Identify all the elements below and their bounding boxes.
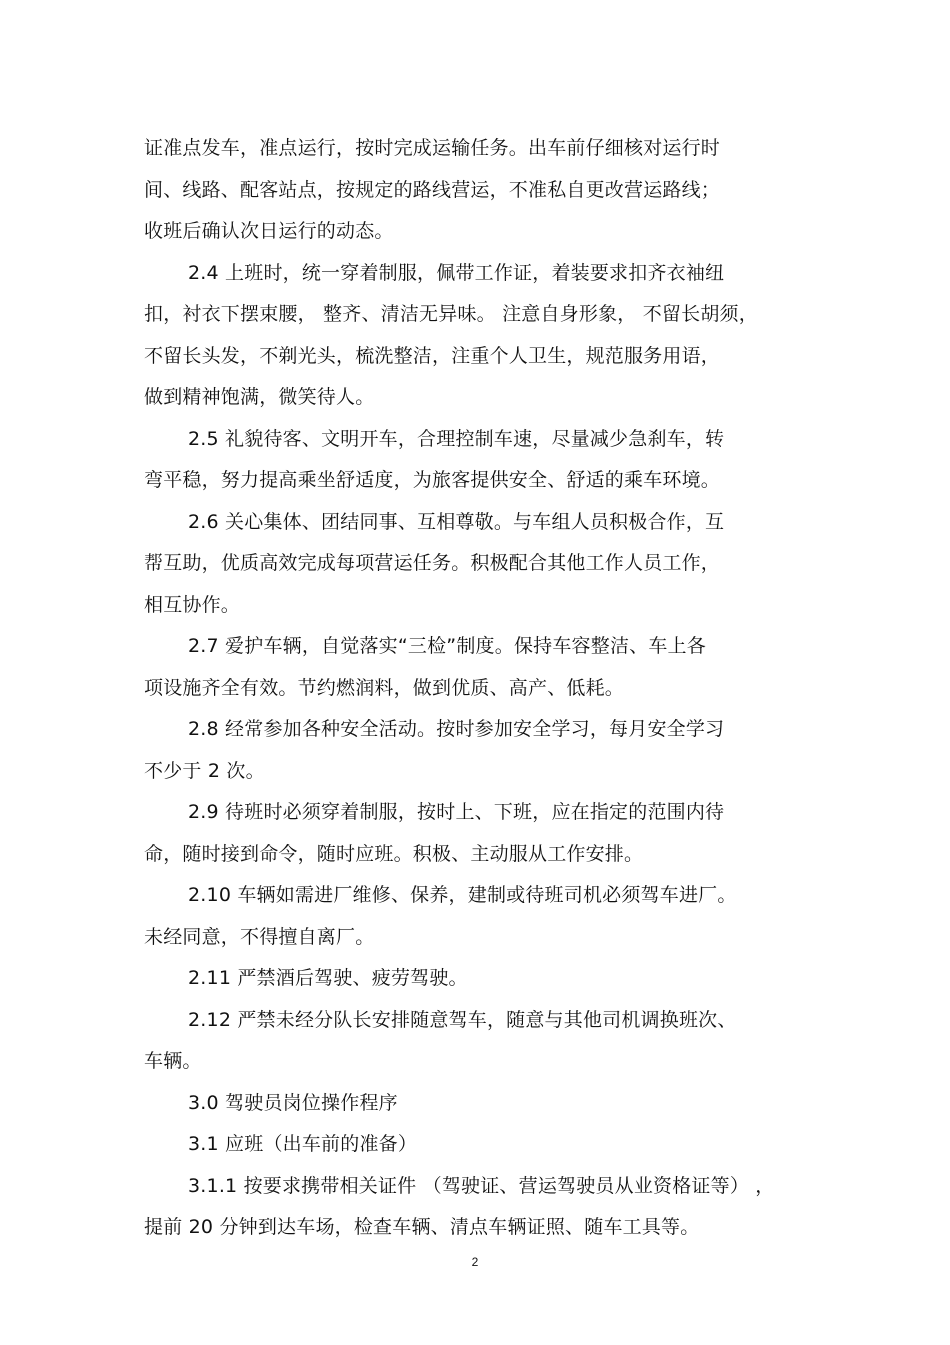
text-line: 3.1 应班（出车前的准备） xyxy=(188,1133,418,1155)
text-line: 未经同意，不得擅自离厂。 xyxy=(144,925,375,948)
text-line: 2.6 关心集体、团结同事、互相尊敬。与车组人员积极合作，互 xyxy=(188,510,725,533)
text-line: 2.9 待班时必须穿着制服，按时上、下班，应在指定的范围内待 xyxy=(188,801,725,823)
text-line: 证准点发车，准点运行，按时完成运输任务。出车前仔细核对运行时 xyxy=(144,137,721,159)
text-line: 2.12 严禁未经分队长安排随意驾车，随意与其他司机调换班次、 xyxy=(188,1008,737,1031)
text-line: 2.8 经常参加各种安全活动。按时参加安全学习，每月安全学习 xyxy=(188,718,725,740)
text-line: 3.1.1 按要求携带相关证件 （驾驶证、营运驾驶员从业资格证等） ， xyxy=(188,1174,775,1197)
text-line: 3.0 驾驶员岗位操作程序 xyxy=(188,1091,398,1114)
text-line: 车辆。 xyxy=(144,1050,202,1072)
text-line: 间、线路、配客站点，按规定的路线营运，不准私自更改营运路线； xyxy=(144,178,721,201)
text-line: 扣，衬衣下摆束腰， 整齐、清洁无异味。 注意自身形象， 不留长胡须， xyxy=(144,303,758,325)
text-line: 2.10 车辆如需进厂维修、保养，建制或待班司机必须驾车进厂。 xyxy=(188,884,737,906)
text-line: 项设施齐全有效。节约燃润料，做到优质、高产、低耗。 xyxy=(144,676,625,699)
text-line: 不少于 2 次。 xyxy=(144,759,265,782)
text-line: 相互协作。 xyxy=(144,593,241,616)
text-line: 提前 20 分钟到达车场，检查车辆、清点车辆证照、随车工具等。 xyxy=(144,1216,700,1238)
text-line: 2.4 上班时，统一穿着制服，佩带工作证，着装要求扣齐衣袖纽 xyxy=(188,261,725,284)
text-line: 不留长头发，不剃光头，梳洗整洁，注重个人卫生，规范服务用语， xyxy=(144,344,721,367)
text-line: 2.11 严禁酒后驾驶、疲劳驾驶。 xyxy=(188,967,468,989)
text-line: 2.7 爱护车辆，自觉落实“三检”制度。保持车容整洁、车上各 xyxy=(188,635,706,657)
text-line: 收班后确认次日运行的动态。 xyxy=(144,220,394,242)
text-line: 做到精神饱满，微笑待人。 xyxy=(144,386,375,408)
text-line: 2.5 礼貌待客、文明开车，合理控制车速，尽量减少急刹车，转 xyxy=(188,427,725,450)
page-number: 2 xyxy=(471,1255,479,1269)
text-line: 帮互助，优质高效完成每项营运任务。积极配合其他工作人员工作， xyxy=(144,552,721,574)
text-line: 命，随时接到命令，随时应班。积极、主动服从工作安排。 xyxy=(144,842,644,865)
text-line: 弯平稳，努力提高乘坐舒适度，为旅客提供安全、舒适的乘车环境。 xyxy=(144,469,721,491)
body-text xyxy=(144,128,816,1249)
